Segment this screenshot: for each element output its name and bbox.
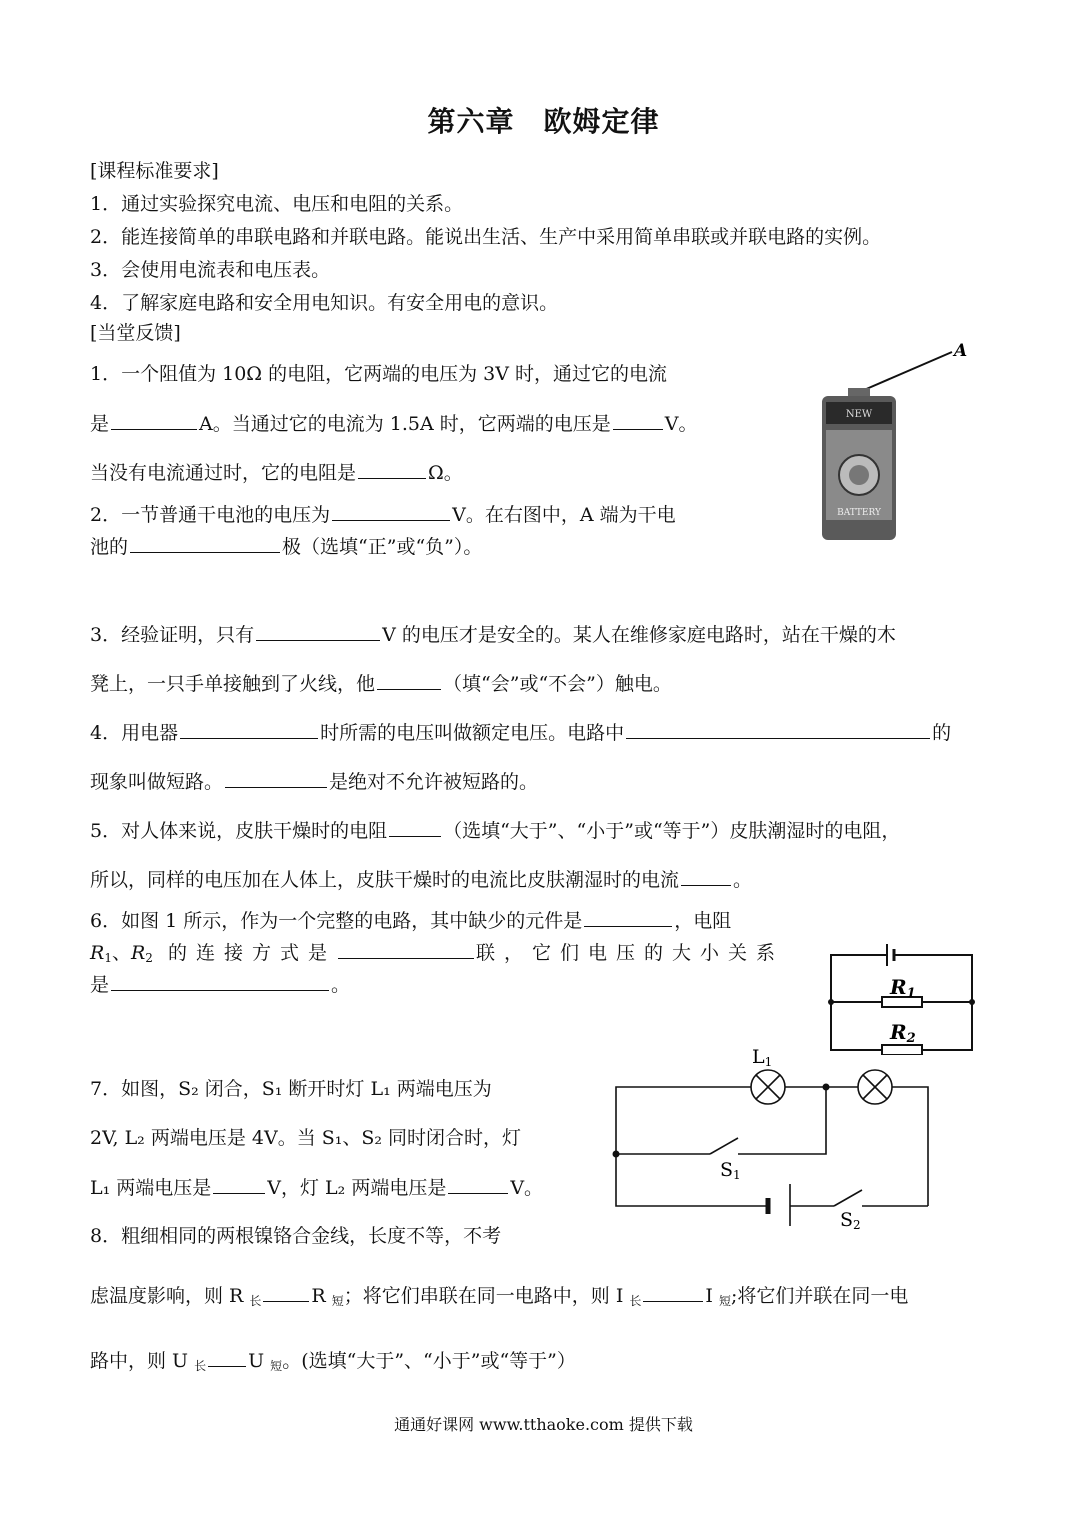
wire-right — [892, 1087, 928, 1206]
label-s1: S1 — [720, 1159, 741, 1182]
section-header-standards: [课程标准要求] — [90, 160, 219, 182]
battery-figure — [812, 340, 982, 550]
q3-line-1: 3．经验证明，只有 V 的电压才是安全的。某人在维修家庭电路时，站在干燥的木 — [90, 621, 896, 648]
answer-blank[interactable] — [208, 1347, 246, 1367]
battery-text: BATTERY — [837, 508, 881, 518]
q7-line-1: 7．如图，S₂ 闭合，S₁ 断开时灯 L₁ 两端电压为 — [90, 1078, 492, 1100]
q8-line-1: 8．粗细相同的两根镍铬合金线，长度不等，不考 — [90, 1225, 502, 1247]
q6-line-3: 是 。 — [90, 971, 350, 998]
q1-line-3: 当没有电流通过时，它的电阻是 Ω。 — [90, 459, 463, 486]
q8-line-2: 虑温度影响，则 R $_长$ R $_短$；将它们串联在同一电路中，则 I $_长$ I $_短$;将它们并联在同一电 — [90, 1282, 908, 1314]
label-r1: R1 — [890, 975, 916, 1001]
circuit-figure-2 — [600, 1040, 940, 1235]
q7-line-3: L₁ 两端电压是 V，灯 L₂ 两端电压是 V。 — [90, 1174, 543, 1201]
pointer-line — [864, 352, 952, 390]
standard-item-4: 4．了解家庭电路和安全用电知识。有安全用电的意识。 — [90, 292, 559, 314]
junction-left — [613, 1151, 620, 1158]
junction-right — [969, 999, 975, 1005]
q3-line-2: 凳上，一只手单接触到了火线，他 （填“会”或“不会”）触电。 — [90, 670, 672, 697]
label-r2: R2 — [890, 1020, 916, 1046]
answer-blank[interactable] — [681, 866, 731, 886]
q7-line-2: 2V, L₂ 两端电压是 4V。当 S₁、S₂ 同时闭合时，灯 — [90, 1127, 522, 1149]
label-s2: S2 — [840, 1209, 861, 1232]
answer-blank[interactable] — [180, 719, 318, 739]
q1-line-2: 是 A。当通过它的电流为 1.5A 时，它两端的电压是 V。 — [90, 410, 698, 437]
q5-line-2: 所以，同样的电压加在人体上，皮肤干燥时的电流比皮肤潮湿时的电流 。 — [90, 866, 752, 893]
battery-brand: NEW — [845, 409, 873, 420]
terminal-label-a: A — [954, 341, 968, 361]
answer-blank[interactable] — [256, 621, 380, 641]
q2-line-2: 池的 极（选填“正”或“负”）。 — [90, 533, 482, 560]
wire-left-bottom — [616, 1154, 768, 1206]
answer-blank[interactable] — [338, 939, 474, 959]
q2-line-1: 2．一节普通干电池的电压为 V。在右图中，A 端为干电 — [90, 501, 676, 528]
answer-blank[interactable] — [111, 410, 197, 430]
answer-blank[interactable] — [332, 501, 450, 521]
standard-item-2: 2．能连接简单的串联电路和并联电路。能说出生活、生产中采用简单串联或并联电路的实例。 — [90, 226, 882, 248]
wire-top-left — [831, 955, 887, 1002]
q4-line-1: 4．用电器 时所需的电压叫做额定电压。电路中 的 — [90, 719, 951, 746]
answer-blank[interactable] — [111, 971, 329, 991]
label-l1: L1 — [752, 1046, 773, 1069]
answer-blank[interactable] — [225, 768, 327, 788]
answer-blank[interactable] — [613, 410, 663, 430]
answer-blank[interactable] — [626, 719, 930, 739]
q5-line-1: 5．对人体来说，皮肤干燥时的电阻 （选填“大于”、“小于”或“等于”）皮肤潮湿时的电阻， — [90, 817, 900, 844]
switch-s2 — [834, 1190, 862, 1206]
q8-line-3: 路中，则 U $_长$ U $_短$。(选填“大于”、“小于”或“等于”） — [90, 1347, 576, 1379]
answer-blank[interactable] — [584, 907, 672, 927]
section-header-feedback: [当堂反馈] — [90, 322, 181, 344]
standard-item-1: 1．通过实验探究电流、电压和电阻的关系。 — [90, 193, 464, 215]
circuit-figure-1 — [820, 930, 985, 1055]
page-title: 第六章 欧姆定律 — [427, 105, 660, 138]
answer-blank[interactable] — [130, 533, 280, 553]
answer-blank[interactable] — [213, 1174, 265, 1194]
answer-blank[interactable] — [263, 1282, 309, 1302]
answer-blank[interactable] — [377, 670, 441, 690]
q4-line-2: 现象叫做短路。 是绝对不允许被短路的。 — [90, 768, 538, 795]
junction-top — [823, 1084, 830, 1091]
answer-blank[interactable] — [643, 1282, 703, 1302]
footer-credit: 通通好课网 www.tthaoke.com 提供下载 — [394, 1415, 693, 1434]
answer-blank[interactable] — [448, 1174, 508, 1194]
q6-line-2: $R_1$、$R_2$ 的连接方式是 联，它们电压的大小关系 — [90, 939, 784, 971]
answer-blank[interactable] — [389, 817, 441, 837]
q1-line-1: 1．一个阻值为 10Ω 的电阻，它两端的电压为 3V 时，通过它的电流 — [90, 363, 667, 385]
wire-left-top — [616, 1087, 751, 1154]
standard-item-3: 3．会使用电流表和电压表。 — [90, 259, 331, 281]
switch-s1 — [710, 1138, 738, 1154]
junction-left — [828, 999, 834, 1005]
battery-logo-inner — [849, 465, 869, 485]
answer-blank[interactable] — [358, 459, 426, 479]
q6-line-1: 6．如图 1 所示，作为一个完整的电路，其中缺少的元件是 ，电阻 — [90, 907, 731, 934]
